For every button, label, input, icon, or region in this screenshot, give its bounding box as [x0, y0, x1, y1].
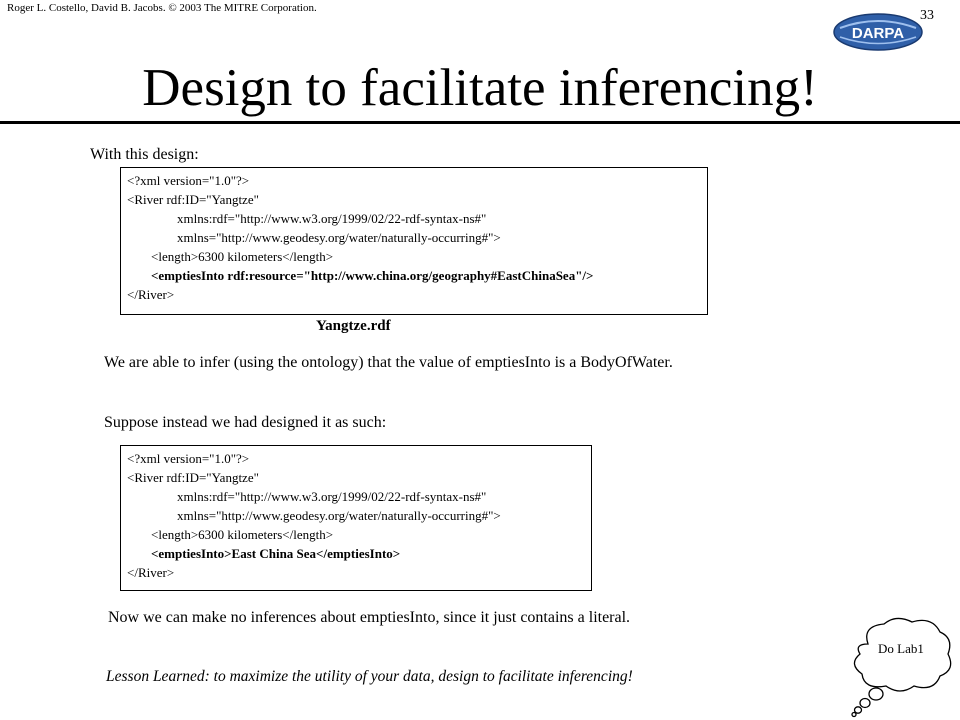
- code-line: <?xml version="1.0"?>: [127, 173, 250, 188]
- file-caption: Yangtze.rdf: [316, 318, 391, 334]
- no-infer-text: Now we can make no inferences about emptiesInto, since it just contains a literal.: [108, 609, 631, 626]
- slide-number: 33: [920, 8, 934, 23]
- code-line-emptiesinto: <emptiesInto rdf:resource="http://www.china.org/geography#EastChinaSea"/>: [151, 268, 594, 283]
- code-line: xmlns="http://www.geodesy.org/water/naturally-occurring#">: [177, 508, 501, 523]
- intro-text: With this design:: [90, 146, 199, 163]
- code-box-resource: [120, 167, 708, 315]
- code-line: </River>: [127, 287, 175, 302]
- code-line: xmlns:rdf="http://www.w3.org/1999/02/22-rdf-syntax-ns#": [177, 489, 487, 504]
- page-title: Design to facilitate inferencing!: [142, 59, 818, 117]
- darpa-logo: [832, 12, 924, 52]
- suppose-text: Suppose instead we had designed it as such:: [104, 414, 387, 431]
- title-divider: [0, 121, 960, 124]
- thought-cloud-icon: [848, 614, 956, 718]
- code-line: <length>6300 kilometers</length>: [151, 527, 334, 542]
- code-line: <River rdf:ID="Yangtze": [127, 192, 259, 207]
- code-line: <length>6300 kilometers</length>: [151, 249, 334, 264]
- code-line: <River rdf:ID="Yangtze": [127, 470, 259, 485]
- do-lab-label: Do Lab1: [878, 641, 924, 656]
- infer-text: We are able to infer (using the ontology) that the value of emptiesInto is a BodyOfWater.: [104, 354, 673, 371]
- lesson-learned-text: Lesson Learned: to maximize the utility of your data, design to facilitate inferencing!: [106, 668, 633, 685]
- logo-text: DARPA: [851, 25, 905, 42]
- code-line: xmlns:rdf="http://www.w3.org/1999/02/22-rdf-syntax-ns#": [177, 211, 487, 226]
- code-line-emptiesinto: <emptiesInto>East China Sea</emptiesInto>: [151, 546, 401, 561]
- code-line: <?xml version="1.0"?>: [127, 451, 250, 466]
- code-line: </River>: [127, 565, 175, 580]
- code-line: xmlns="http://www.geodesy.org/water/naturally-occurring#">: [177, 230, 501, 245]
- copyright-notice: Roger L. Costello, David B. Jacobs. © 2003 The MITRE Corporation.: [7, 2, 317, 14]
- code-box-literal: [120, 445, 592, 591]
